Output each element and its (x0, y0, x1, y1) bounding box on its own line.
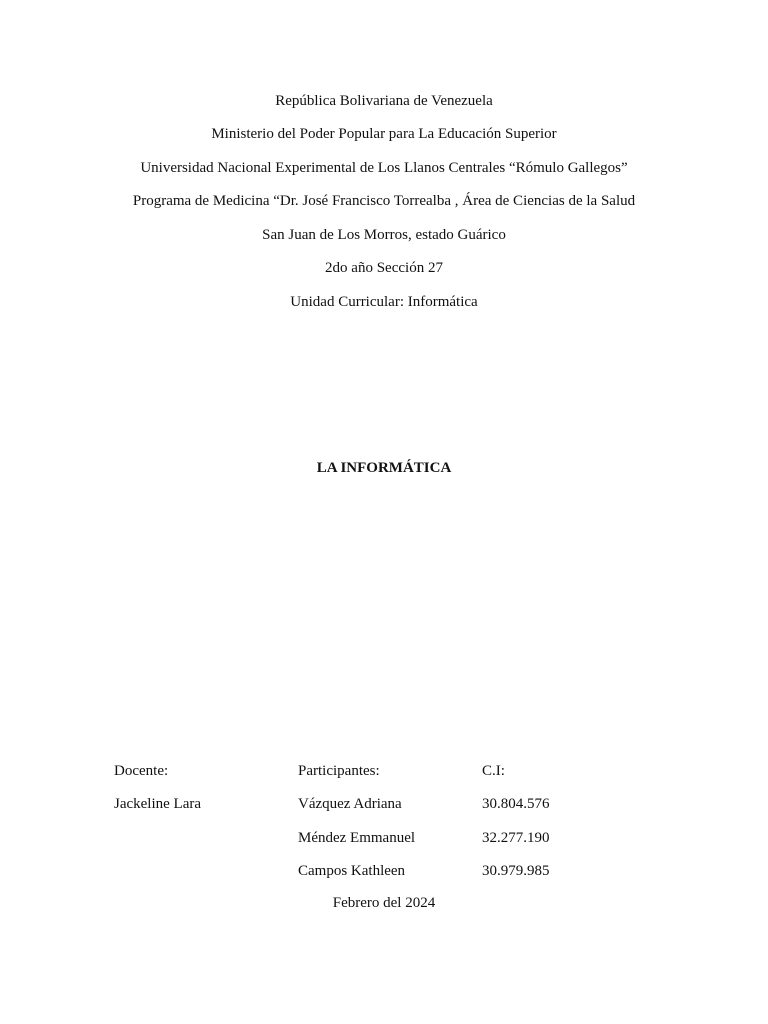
docente-name: Jackeline Lara (114, 796, 202, 812)
header-course: Unidad Curricular: Informática (290, 294, 478, 310)
docente-label: Docente: (114, 763, 169, 779)
header-location: San Juan de Los Morros, estado Guárico (262, 227, 506, 243)
participant-ci: 32.277.190 (482, 830, 550, 846)
participantes-label: Participantes: (298, 763, 380, 779)
participant-name: Campos Kathleen (298, 863, 406, 879)
header-country: República Bolivariana de Venezuela (275, 93, 493, 109)
participant-name: Vázquez Adriana (298, 796, 402, 812)
participant-ci: 30.979.985 (482, 863, 550, 879)
header-program: Programa de Medicina “Dr. José Francisco Torrealba , Área de Ciencias de la Salud (132, 193, 636, 209)
participant-name: Méndez Emmanuel (298, 830, 416, 846)
header-university: Universidad Nacional Experimental de Los Llanos Centrales “Rómulo Gallegos” (140, 160, 628, 176)
ci-label: C.I: (482, 763, 505, 779)
header-ministry: Ministerio del Poder Popular para La Educación Superior (211, 126, 557, 142)
header-section: 2do año Sección 27 (325, 260, 443, 276)
document-date: Febrero del 2024 (332, 895, 436, 911)
document-title: LA INFORMÁTICA (316, 460, 452, 476)
participant-ci: 30.804.576 (482, 796, 550, 812)
